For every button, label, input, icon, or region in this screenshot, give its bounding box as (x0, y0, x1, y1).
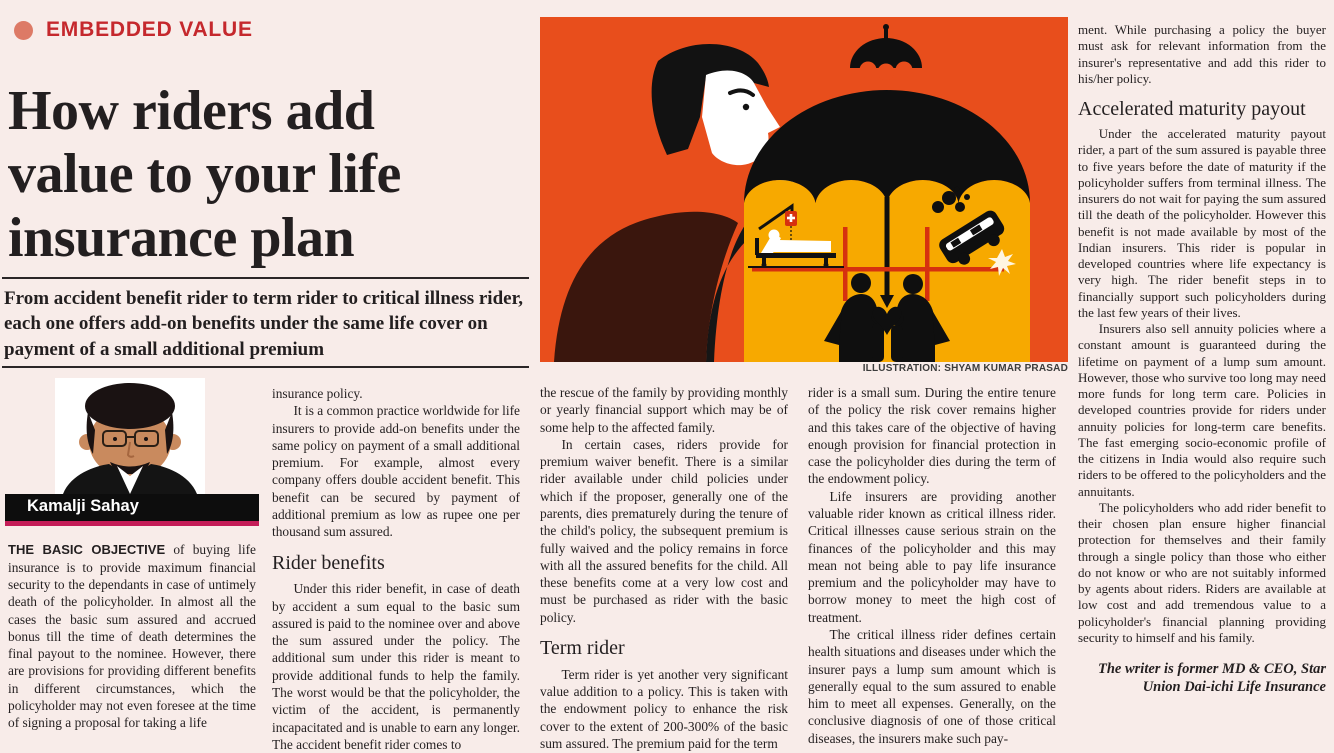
author-portrait-illustration (55, 378, 205, 494)
paragraph: the rescue of the family by providing monthly or yearly financial support which may be of some help to the affected family. (540, 385, 788, 435)
article-column-2 (272, 385, 520, 753)
kicker (14, 18, 253, 42)
paragraph: The critical illness rider defines certain health situations and diseases under which the insurer pays a lump sum amount which is generally equal to the sum assured to enable him to meet all expenses. Generally, on the conclusive diagnosis of one of those critical diseases, the insurers make such pay- (808, 626, 1056, 746)
illustration-credit: ILLUSTRATION: SHYAM KUMAR PRASAD (862, 363, 1068, 374)
divider (2, 277, 529, 279)
standfirst: From accident benefit rider to term rider to critical illness rider, each one offers add-on benefits under the same life cover on payment of a small additional premium (4, 288, 524, 360)
paragraph: It is a common practice worldwide for life insurers to provide add-on benefits under the same policy on payment of a small additional premium. For example, almost every company offers double accident benefit. This benefit can be secured by payment of additional premium as low as rupee one per thousand sum assured. (272, 403, 520, 540)
author-photo (55, 378, 205, 494)
article-column-4 (808, 384, 1056, 747)
section-heading: Term rider (540, 636, 625, 659)
kicker-dot-icon (14, 21, 33, 40)
article-column-5 (1078, 22, 1326, 696)
lead-in: THE BASIC OBJECTIVE (8, 542, 166, 557)
paragraph: In certain cases, riders provide for premium waiver benefit. There is a similar rider available under child policies under which if the proposer, generally one of the parents, dies prematurely during the tenure of the child's policy, the subsequent premium is fully waived and the policy remains in force with all the assured benefits for the child. All these benefits come at a very low cost and must be purchased as rider with the basic policy. (540, 436, 788, 625)
paragraph: Under the accelerated maturity payout rider, a part of the sum assured is payable three to five years before the date of maturity if the policyholder suffers from terminal illness. The insurers do not wait for paying the sum assured till the death of the policyholder. However this benefit is not made available by most of the Indian insurers. This rider is popular in developed countries where life expectancy is very high. The rider benefit steps in to financially support such policyholders during the last few years of their lives. (1078, 126, 1326, 320)
divider (2, 366, 529, 368)
paragraph: The policyholders who add rider benefit to their chosen plan ensure higher financial protection for themselves and their family through a single policy than those who either do not know or who are not suitably informed by agents about riders. Riders are available at low cost and add tremendous value to a policyholder's financial planning providing security to himself and his family. (1078, 499, 1326, 645)
paragraph: ment. While purchasing a policy the buyer must ask for relevant information from the insurer's representative and add this rider to his/her policy. (1078, 22, 1326, 86)
paragraph: Insurers also sell annuity policies where a constant amount is guaranteed during the lifetime on payment of a lump sum amount. However, those who survive too long may need more funds for long term care. Policies in developed countries provide for riders under annuity policies for long-term care benefits. The fast emerging socio-economic profile of the citizens in India would also require such riders to be offered to the policyholders and the annuitants. (1078, 321, 1326, 499)
article-illustration (540, 17, 1068, 362)
kicker-label: EMBEDDED VALUE (46, 18, 253, 41)
section-heading: Rider benefits (272, 551, 385, 574)
paragraph: Life insurers are providing another valuable rider known as critical illness rider. Critical illnesses cause serious strain on the finances of the policyholder and this may mean not being able to pay life insurance premium and the policyholder may have to borrow money to meet the high cost of treatment. (808, 488, 1056, 625)
article-column-1 (8, 541, 256, 732)
section-heading: Accelerated maturity payout (1078, 98, 1306, 120)
paragraph: Under this rider benefit, in case of death by accident a sum equal to the basic sum assured is paid to the nominee over and above the sum assured under the policy. The additional sum under this rider is meant to provide additional funds to help the family. The worst would be that the policyholder, the victim of the accident, is permanently incapacitated and is unable to earn any longer. The accident benefit rider comes to (272, 581, 520, 752)
name-bar-accent (5, 521, 259, 526)
author-name: Kamalji Sahay (5, 494, 259, 521)
article-column-3 (540, 384, 788, 752)
paragraph: Term rider is yet another very significant value addition to a policy. This is taken with the endowment policy to enhance the risk cover to the extent of 200-300% of the basic sum assured. The premium paid for the term (540, 666, 788, 751)
page-title: How riders add value to your life insurance plan (8, 79, 401, 270)
umbrella-protection-illustration (540, 17, 1068, 362)
author-name-bar (5, 494, 259, 526)
paragraph: rider is a small sum. During the entire tenure of the policy the risk cover remains higher and this takes care of the objective of having enough provision for financial protection in case the policyholder dies during the term of the endowment policy. (808, 385, 1056, 487)
paragraph: THE BASIC OBJECTIVE of buying life insurance is to provide maximum financial security to the dependants in case of untimely death of the policyholder. In almost all the cases the basic sum assured and accrued bonus till the time of death determines the final payout to the nominee. However, there are provisions for providing different benefits in different circumstances, which the policyholder may not even foresee at the time of signing a proposal for taking a life (8, 542, 256, 731)
writer-credit: The writer is former MD & CEO, Star Union Dai-ichi Life Insurance (1098, 661, 1326, 696)
paragraph: insurance policy. (272, 386, 363, 401)
